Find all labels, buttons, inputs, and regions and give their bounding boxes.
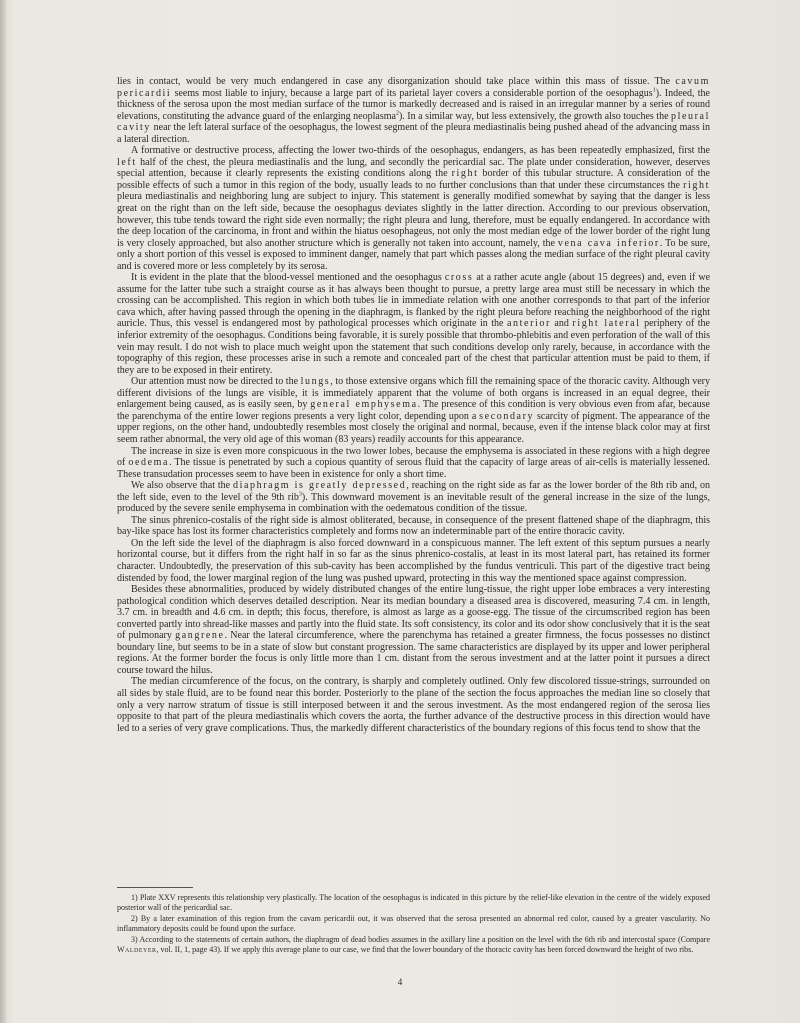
text-run: border of this tubular structure. A consideration of the possible effects of such a tumor in this region of the body, usually leads to no further conclusions than that under these circumstances the xyxy=(117,168,710,191)
text-run: near the left lateral surface of the oesophagus, the lowest segment of the pleura mediastinalis being pushed ahead of the advancing mass in a lateral direction. xyxy=(117,122,710,145)
text-run: periphery of the inferior extremity of the oesophagus. Conditions being favorable, it is surely possible that thrombo-phlebitis and even perforation of the wall of this vein may result. I do not wish to place much weight upon the statement that such conditions develop only rarely, because, in accordance with the topography of this region, these processes arise in such a remote and concealed part of the chest that particular attention must be paid to them, if they are to be exposed in their entirety. xyxy=(117,318,710,376)
spaced-emphasis: lungs xyxy=(300,376,331,388)
paragraph xyxy=(117,515,710,538)
text-run: On the left side the level of the diaphragm is also forced downward in a conspicuous manner. The left extent of this septum pursues a nearly horizontal course, but it differs from the right half in so far as the sinus phrenico-costalis, at least in its most lateral part, has retained its former character. Undoubtedly, the preservation of this sub-cavity has been accomplished by the fundus ventriculi. This part of the digestive tract being distended by food, the lower marginal region of the lung was pushed upward, protecting in this way the mentioned space against compression. xyxy=(117,537,710,584)
paragraph xyxy=(117,538,710,584)
spaced-emphasis: pleural cavity xyxy=(117,110,710,134)
spaced-emphasis: left xyxy=(117,156,137,168)
text-run: scarcity of pigment. The appearance of the upper regions, on the other hand, undoubtedly resembles most closely the original and normal, because, even if the intense black color may at first seem rather abnormal, the very old age of this woman (83 years) readily accounts for this appearance. xyxy=(117,410,710,445)
paragraph xyxy=(117,76,710,145)
spaced-emphasis: right lateral xyxy=(572,318,641,330)
body-text xyxy=(117,76,710,734)
text-run: ). This downward movement is an inevitable result of the general increase in the size of the lungs, produced by the severe senile emphysema in combination with the oedematous condition of the tissue. xyxy=(117,491,711,515)
footnote xyxy=(117,935,710,956)
author-name: Waldeyer xyxy=(117,945,157,955)
footnote-rule xyxy=(117,887,193,888)
text-run: The increase in size is even more conspicuous in the two lower lobes, because the emphysema is associated in these regions with a high degree of xyxy=(117,445,710,469)
spaced-emphasis: secondary xyxy=(479,410,535,422)
text-run: seems most liable to injury, because a large part of its parietal layer covers a considerable portion of the oesophagus xyxy=(171,87,653,99)
text-run: The sinus phrenico-costalis of the right side is almost obliterated, because, in consequence of the present flattened shape of the diaphragm, this bay-like space has lost its former characteristics completely and forms now an indeterminable part of the entire thoracic cavity. xyxy=(117,514,710,538)
text-run: at a rather acute angle (about 15 degrees) and, even if we assume for the latter tube such a straight course as it has always been thought to pursue, a pretty large area must still be necessary in which the crossing can be accomplished. This region in which both tubes lie in immediate relation with one another corresponds to that part of the inferior cava which, after having passed through the opening in the diaphragm, is flanked by the right pleura before reaching the neighborhood of the right auricle. Thus, this vessel is endangered most by pathological processes which originate in the xyxy=(117,272,711,330)
text-run: 2) By a later examination of this region from the cavam pericardii out, it was observed that the serosa presented an abnormal red color, caused by a greater vascularity. No inflammatory deposits could be found upon the surface. xyxy=(117,913,710,934)
spaced-emphasis: diaphragm is greatly depressed xyxy=(233,480,407,492)
text-run: . Near the lateral circumference, where the parenchyma has retained a greater firmness, the focus possesses no distinct boundary line, but seems to be in a state of slow but constant progression. The same characteristics are displayed by its upper and lower peripheral regions. At the former border the focus is only little more than 1 cm. distant from the serous investment and at the latter point it pursues a direct course toward the hilus. xyxy=(117,630,710,676)
footnote xyxy=(117,893,710,914)
text-run: It is evident in the plate that the blood-vessel mentioned and the oesophagus xyxy=(131,272,445,284)
text-run: pleura mediastinalis and neighboring lung are subject to injury. This statement is generally modified somewhat by saying that the danger is less great on the right than on the left side, because the oesophagus deviates slightly in the latter direction. According to our previous observation, however, this tube tends toward the right side even normally; the right pleura and lung, therefore, must be equally endangered. In accordance with the deep location of the carcinoma, in front and within the hiatus oesophageus, not only the most median edge of the lower border of the right lung is very closely approached, but also another structure which is generally not taken into account, namely, the xyxy=(117,191,710,249)
spaced-emphasis: general emphysema xyxy=(310,399,418,411)
text-run: . The tissue is penetrated by such a copious quantity of serous fluid that the capacity of large areas of air-cells is materially lessened. These transudation processes seem to have been in existence for only a short time. xyxy=(117,457,710,480)
text-run: Besides these abnormalities, produced by widely distributed changes of the entire lung-tissue, the right upper lobe embraces a very interesting pathological condition which deserves detailed description. Near its median boundary a diseased area is discovered, measuring 7.4 cm. in length, 3.7 cm. in breadth and 4.6 cm. in depth; this focus, therefore, is almost as large as a goose-egg. The tissue of the circumscribed region has been converted partly into shread-like masses and partly into the fluid state. Its soft consistency, its color and its odor show conclusively that it is the seat of pulmonary xyxy=(117,584,710,642)
spaced-emphasis: cavum pericardii xyxy=(117,76,710,99)
text-run: . To be sure, only a short portion of this vessel is exposed to imminent danger, namely that part which passes along the median surface of the right pleural cavity and is covered more or less completely by its serosa. xyxy=(117,237,710,272)
text-run: lies in contact, would be very much endangered in case any disorganization should take place within this mass of tissue. The xyxy=(117,76,676,87)
text-run: Our attention must now be directed to the xyxy=(131,376,301,388)
text-run: ). In a similar way, but less extensively, the growth also touches the xyxy=(398,110,672,122)
spaced-emphasis: cross xyxy=(444,272,474,284)
text-run: The median circumference of the focus, on the contrary, is sharply and completely outlined. Only few discolored tissue-strings, surrounded on all sides by stale fluid, are to be found near this border. Posteriorly to the plane of the section the focus approaches the median line so closely that only a very narrow stratum of tissue is still interposed between it and the serous investment. As the most endangered region of the serosa lies opposite to that part of the pleura mediastinalis which covers the aorta, the further advance of the destructive process in this direction would have led to a series of very grave complications. Thus, the markedly different characteristics of the boundary regions of this focus tend to show that the xyxy=(117,676,710,734)
text-run: . The presence of this condition is very obvious even from afar, because the parenchyma of the entire lower regions presents a very light color, depending upon a xyxy=(117,399,710,422)
text-run: We also observe that the xyxy=(131,480,233,492)
spaced-emphasis: oedema xyxy=(128,457,170,469)
text-run: , to those extensive organs which fill the remaining space of the thoracic cavity. Although very different divisions of the lungs are visible, it is immediately apparent that the volume of both organs is increased in an equal degree, their enlargement being caused, as is easily seen, by xyxy=(117,376,710,411)
text-run: , vol. II, 1, page 43). If we apply this average plane to our case, we find that the lower boundary of the thoracic cavity has been forced downward the height of two ribs. xyxy=(156,945,694,955)
paragraph xyxy=(117,145,710,272)
spaced-emphasis: anterior xyxy=(507,318,551,330)
footnote-ref: 2 xyxy=(395,110,399,117)
text-run: 1) Plate XXV represents this relationship very plastically. The location of the oesophagus is indicated in this picture by the relief-like elevation in the centre of the widely exposed posterior wall of the pericardial sac. xyxy=(117,893,710,913)
footnotes xyxy=(117,893,710,955)
page-spine-shadow xyxy=(0,0,6,1023)
text-run: half of the chest, the pleura mediastinalis and the lung, and secondly the pericardial sac. The plate under consideration, however, deserves special attention, because it clearly represents the existing conditions along the xyxy=(117,156,710,180)
text-run: 3) According to the statements of certain authors, the diaphragm of dead bodies assumes in the axillary line a position on the level with the 6th rib and intercostal space (Compare xyxy=(131,934,710,944)
paragraph xyxy=(117,584,710,676)
paragraph xyxy=(117,272,710,376)
page-number: 4 xyxy=(397,977,403,987)
spaced-emphasis: gangrene xyxy=(175,630,225,642)
paragraph xyxy=(117,376,710,445)
footnote-ref: 3 xyxy=(298,491,302,498)
spaced-emphasis: right xyxy=(683,179,710,191)
spaced-emphasis: vena cava inferior xyxy=(557,237,660,249)
footnote xyxy=(117,914,710,935)
footnote-ref: 1 xyxy=(652,87,656,94)
paragraph xyxy=(117,446,710,481)
text-run: , reaching on the right side as far as the lower border of the 8th rib and, on the left side, even to the level of the 9th rib xyxy=(117,480,710,503)
paragraph xyxy=(117,676,710,734)
text-run: A formative or destructive process, affecting the lower two-thirds of the oesophagus, endangers, as has been repeatedly emphasized, first the xyxy=(131,145,710,157)
text-run: and xyxy=(550,318,573,330)
text-run: ). Indeed, the thickness of the serosa upon the most median surface of the tumor is markedly decreased and is raised in an irregular manner by a series of round elevations, constituting the advance guard of the enlarging neoplasma xyxy=(117,87,710,122)
spaced-emphasis: right xyxy=(451,168,479,180)
paragraph xyxy=(117,480,710,515)
